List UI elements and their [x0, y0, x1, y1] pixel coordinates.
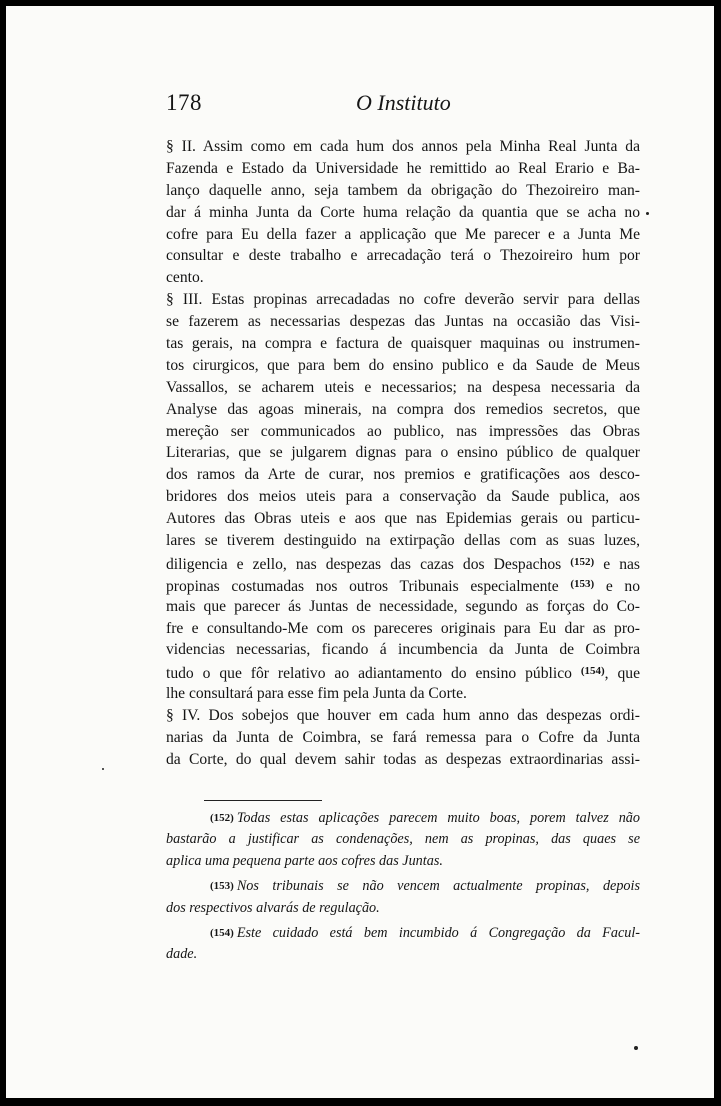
text-line: lhe consultará para esse fim pela Junta da Corte.	[166, 685, 467, 703]
text-line: bastarão a justificar as condenações, nem as propinas, das quaes se	[166, 831, 640, 848]
scan-speck	[646, 212, 649, 215]
text-line: § II. Assim como em cada hum dos annos pela Minha Real Junta da	[166, 138, 640, 155]
text-fragment: Todas estas aplicações parecem muito boas, porem talvez não	[236, 810, 640, 826]
page-number: 178	[166, 90, 202, 115]
footnote-marker: (153)	[210, 880, 234, 893]
text-line: bridores dos meios uteis para a conservação da Saude publica, aos	[166, 488, 640, 506]
text-line	[166, 876, 640, 897]
text-fragment: tudo o que fôr relativo ao adiantamento do ensino público	[166, 665, 572, 683]
text-line: dos respectivos alvarás de regulação.	[166, 899, 380, 916]
footnote-154	[166, 923, 640, 966]
footnote-153	[166, 876, 640, 919]
text-line: Literarias, que se julgarem dignas para o ensino público de qualquer	[166, 444, 640, 462]
text-line: lanço daquelle anno, seja tambem da obrigação do Thezoireiro man-	[166, 181, 640, 199]
text-line	[166, 923, 640, 944]
footnote-divider	[204, 800, 322, 801]
text-line	[166, 552, 640, 574]
text-line: tas gerais, na compra e factura de quaisquer maquinas ou instrumen-	[166, 335, 640, 353]
footnote-ref-154: (154)	[580, 665, 605, 678]
page-header	[166, 90, 646, 120]
footnote-ref-153: (153)	[570, 577, 595, 590]
text-line: § III. Estas propinas arrecadadas no cofre deverão servir para dellas	[166, 291, 640, 309]
text-line: dar á minha Junta da Corte huma relação da quantia que se acha no	[166, 203, 640, 221]
paragraph-iii	[166, 289, 640, 705]
text-fragment: e nas	[594, 555, 640, 573]
text-line: cofre para Eu della fazer a applicação que Me parecer e a Junta Me	[166, 225, 640, 243]
paragraph-iv	[166, 705, 640, 771]
footnotes	[166, 808, 640, 970]
text-fragment: Nos tribunais se não vencem actualmente propinas, depois	[236, 878, 640, 895]
text-line: Vassallos, se acharem uteis e necessarios; na despesa necessaria da	[166, 378, 640, 396]
text-line: se fazerem as necessarias despezas das Juntas na occasião das Visi-	[166, 313, 640, 331]
text-line: consultar e deste trabalho e arrecadação terá o Thezoireiro hum por	[166, 247, 640, 265]
footnote-ref-152: (152)	[570, 555, 595, 568]
text-line: fre e consultando-Me com os pareceres originais para Eu dar as pro-	[166, 619, 640, 637]
paragraph-ii	[166, 136, 640, 289]
text-fragment: propinas costumadas nos outros Tribunais especialmente	[166, 577, 559, 595]
text-line: videncias necessarias, ficando á incumbencia da Junta de Coimbra	[166, 641, 640, 659]
main-text	[166, 136, 640, 771]
footnote-marker: (152)	[210, 812, 234, 824]
footnote-152	[166, 808, 640, 872]
text-line: dos ramos da Arte de curar, nos premios e gratificações aos desco-	[166, 466, 640, 484]
text-line: dade.	[166, 946, 198, 963]
text-line: Fazenda e Estado da Universidade he remittido ao Real Erario e Ba-	[166, 159, 640, 177]
running-title: O Instituto	[356, 90, 451, 115]
text-line: lares se tiverem destinguido na extirpação dellas com as suas luzes,	[166, 532, 640, 550]
text-line: narias da Junta de Coimbra, se fará remessa para o Cofre da Junta	[166, 729, 640, 747]
text-fragment: Este cuidado está bem incumbido á Congregação da Facul-	[236, 924, 640, 941]
text-line	[166, 661, 640, 683]
book-page	[6, 6, 714, 1098]
text-line: Analyse das agoas minerais, na compra dos remedios secretos, que	[166, 400, 640, 418]
text-line	[166, 808, 640, 829]
scan-speck	[102, 768, 104, 770]
text-line: da Corte, do qual devem sahir todas as despezas extraordinarias assi-	[166, 750, 640, 768]
text-line: tos cirurgicos, que para bem do ensino publico e da Saude de Meus	[166, 356, 640, 374]
text-line: Autores das Obras uteis e aos que nas Epidemias gerais ou particu-	[166, 510, 640, 528]
text-line: aplica uma pequena parte aos cofres das Juntas.	[166, 852, 443, 869]
text-fragment: , que	[604, 665, 640, 683]
footnote-marker: (154)	[210, 926, 234, 939]
text-line: mais que parecer ás Juntas de necessidade, segundo as forças do Co-	[166, 597, 640, 615]
text-line	[166, 574, 640, 596]
text-line: § IV. Dos sobejos que houver em cada hum anno das despezas ordi-	[166, 707, 640, 725]
text-fragment: diligencia e zello, nas despezas das cazas dos Despachos	[166, 555, 562, 573]
scan-speck	[634, 1046, 638, 1050]
text-fragment: e no	[594, 577, 640, 595]
text-line: cento.	[166, 269, 204, 287]
text-line: mereção ser communicados ao publico, nas impressões das Obras	[166, 422, 640, 440]
